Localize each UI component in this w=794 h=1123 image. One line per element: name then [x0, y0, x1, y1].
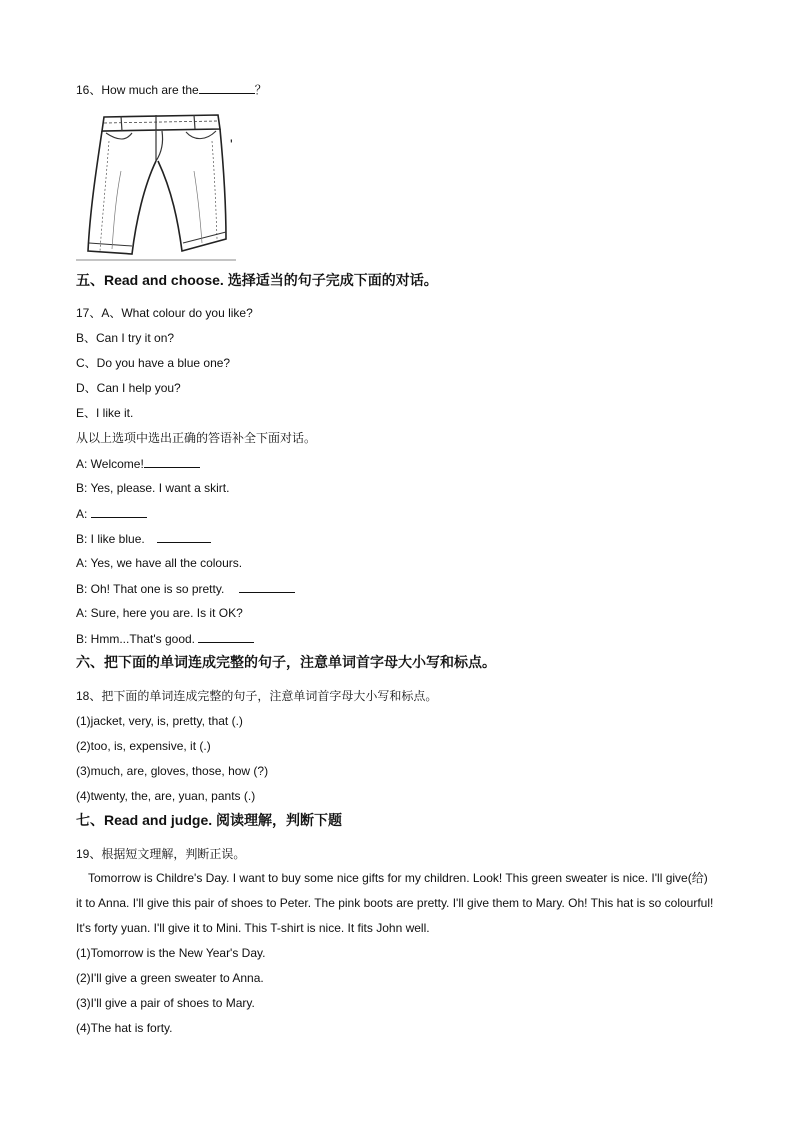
- question-17-instruction: 从以上选项中选出正确的答语补全下面对话。: [76, 431, 317, 445]
- question-19-item: (4)The hat is forty.: [76, 1021, 173, 1035]
- option-a: 17、A、What colour do you like?: [76, 306, 253, 320]
- answer-blank[interactable]: [157, 530, 211, 543]
- option-d: D、Can I help you?: [76, 381, 181, 395]
- section-7-heading: 七、Read and judge. 阅读理解，判断下题: [76, 812, 343, 828]
- dialog-line: A: Yes, we have all the colours.: [76, 556, 243, 570]
- section-5-heading: 五、Read and choose. 选择适当的句子完成下面的对话。: [76, 272, 438, 288]
- stray-mark: ': [230, 136, 233, 152]
- dialog-text: A: Welcome!: [76, 457, 144, 471]
- dialog-line: [76, 580, 295, 597]
- dialog-line: [76, 505, 147, 522]
- question-18-item: (2)too, is, expensive, it (.): [76, 739, 211, 753]
- question-19-item: (2)I'll give a green sweater to Anna.: [76, 971, 264, 985]
- dialog-text: B: I like blue.: [76, 532, 152, 546]
- answer-blank[interactable]: [199, 81, 255, 94]
- answer-blank[interactable]: [239, 580, 295, 593]
- dialog-line: B: Yes, please. I want a skirt.: [76, 481, 230, 495]
- option-e: E、I like it.: [76, 406, 134, 420]
- question-18-item: (4)twenty, the, are, yuan, pants (.): [76, 789, 256, 803]
- question-19-item: (1)Tomorrow is the New Year's Day.: [76, 946, 266, 960]
- dialog-text: A:: [76, 507, 91, 521]
- question-18-item: (3)much, are, gloves, those, how (?): [76, 764, 269, 778]
- question-18-instruction: 18、把下面的单词连成完整的句子，注意单词首字母大小写和标点。: [76, 689, 438, 703]
- reading-passage: Tomorrow is Childre's Day. I want to buy some nice gifts for my children. Look! This green sweater is nice. I'll give(给) it to Anna. I'll give this pair of shoes to Peter. The pink boots are pretty. I'll give them to Mary. Oh! This hat is so colourful! It's forty yuan. I'll give it to Mini. This T-shirt is nice. It fits John well.: [76, 871, 714, 935]
- option-b: B、Can I try it on?: [76, 331, 175, 345]
- dialog-line: [76, 530, 211, 547]
- dialog-line: [76, 630, 254, 647]
- dialog-line: A: Sure, here you are. Is it OK?: [76, 606, 243, 620]
- question-16-suffix: ？: [254, 83, 267, 97]
- option-c: C、Do you have a blue one?: [76, 356, 231, 370]
- question-16: [76, 81, 267, 98]
- answer-blank[interactable]: [144, 455, 200, 468]
- question-16-prefix: 16、How much are the: [76, 83, 199, 97]
- answer-blank[interactable]: [91, 505, 147, 518]
- question-19-item: (3)I'll give a pair of shoes to Mary.: [76, 996, 255, 1010]
- question-19-instruction: 19、根据短文理解，判断正误。: [76, 847, 246, 861]
- answer-blank[interactable]: [198, 630, 254, 643]
- pants-image: [76, 111, 238, 261]
- dialog-text: B: Oh! That one is so pretty.: [76, 582, 231, 596]
- dialog-text: B: Hmm...That's good.: [76, 632, 199, 646]
- section-6-heading: 六、把下面的单词连成完整的句子，注意单词首字母大小写和标点。: [76, 654, 496, 670]
- question-18-item: (1)jacket, very, is, pretty, that (.): [76, 714, 243, 728]
- dialog-line: [76, 455, 200, 472]
